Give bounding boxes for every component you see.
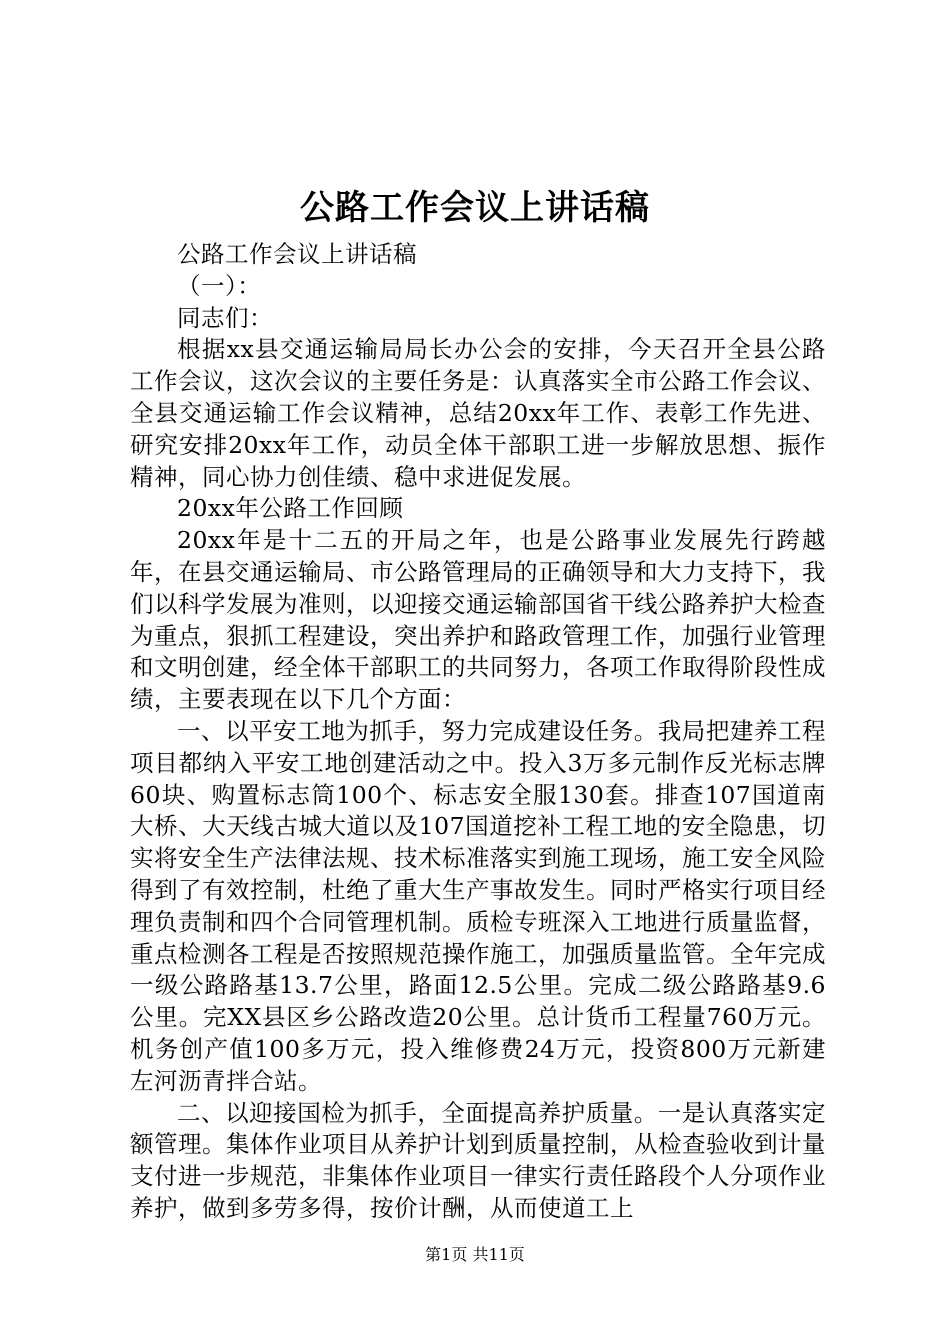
paragraph-subtitle: 公路工作会议上讲话稿	[177, 240, 417, 268]
document-title: 公路工作会议上讲话稿	[300, 188, 650, 228]
page-footer: 第1页 共11页	[425, 1245, 525, 1264]
paragraph-point-one: 一、以平安工地为抓手，努力完成建设任务。我局把建养工程项目都纳入平安工地创建活动之中。投入3万多元制作反光标志牌60块、购置标志筒100个、标志安全服130套。排查107国道南大桥、大天线古城大道以及107国道挖补工程工地的安全隐患，切实将安全生产法律法规、技术标准落实到施工现场，施工安全风险得到了有效控制，杜绝了重大生产事故发生。同时严格实行项目经理负责制和四个合同管理机制。质检专班深入工地进行质量监督，重点检测各工程是否按照规范操作施工，加强质量监管。全年完成一级公路路基13.7公里，路面12.5公里。完成二级公路路基9.6公里。完XX县区乡公路改造20公里。总计货币工程量760万元。机务创产值100多万元，投入维修费24万元，投资800万元新建左河沥青拌合站。	[130, 716, 826, 1095]
paragraph-intro: 根据xx县交通运输局局长办公会的安排，今天召开全县公路工作会议，这次会议的主要任务是：认真落实全市公路工作会议、全县交通运输工作会议精神，总结20xx年工作、表彰工作先进、研究安排20xx年工作，动员全体干部职工进一步解放思想、振作精神，同心协力创佳绩、稳中求进促发展。	[130, 335, 826, 491]
paragraph-section-heading: 20xx年公路工作回顾	[177, 494, 404, 523]
paragraph-section-number: （一）：	[177, 271, 262, 300]
paragraph-review: 20xx年是十二五的开局之年，也是公路事业发展先行跨越年，在县交通运输局、市公路管理局的正确领导和大力支持下，我们以科学发展为准则，以迎接交通运输部国省干线公路养护大检查为重点，狠抓工程建设，突出养护和路政管理工作，加强行业管理和文明创建，经全体干部职工的共同努力，各项工作取得阶段性成绩，主要表现在以下几个方面：	[130, 526, 826, 714]
document-body	[130, 239, 826, 1225]
paragraph-salutation: 同志们：	[177, 303, 273, 332]
paragraph-point-two: 二、以迎接国检为抓手，全面提高养护质量。一是认真落实定额管理。集体作业项目从养护计划到质量控制，从检查验收到计量支付进一步规范，非集体作业项目一律实行责任路段个人分项作业养护，做到多劳多得，按价计酬，从而使道工上	[130, 1098, 826, 1222]
